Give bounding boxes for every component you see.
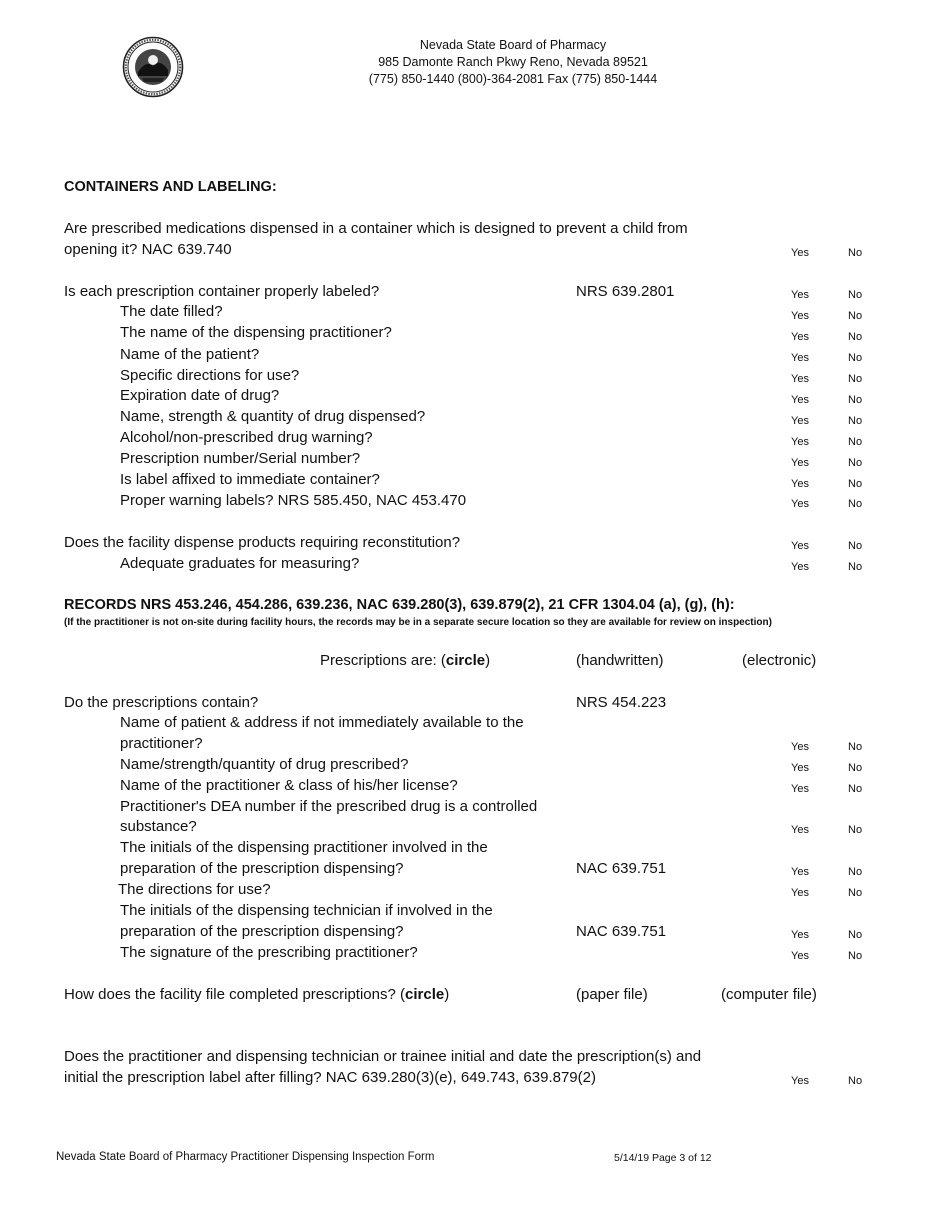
question-reconstitution: Does the facility dispense products requiring reconstitution? [64,534,461,551]
yes-option[interactable]: Yes [791,783,809,795]
reference-nrs-454-223: NRS 454.223 [576,694,667,711]
question-filing-method: How does the facility file completed prescriptions? (circle) [64,986,450,1003]
label-item-alcohol-warning: Alcohol/non-prescribed drug warning? [120,429,373,446]
item-drug-strength: Name/strength/quantity of drug prescribed? [120,756,409,773]
no-option[interactable]: No [848,373,863,385]
item-prescriber-signature: The signature of the prescribing practitioner? [120,944,418,961]
item-dea-line2: substance? [120,818,197,835]
no-option[interactable]: No [848,436,863,448]
no-option[interactable]: No [848,498,863,510]
question-initial-date-line1: Does the practitioner and dispensing technician or trainee initial and date the prescription(s) and [64,1048,702,1065]
yes-option[interactable]: Yes [791,457,809,469]
no-option[interactable]: No [848,561,863,573]
option-paper-file[interactable]: (paper file) [576,986,648,1003]
no-option[interactable]: No [848,866,863,878]
no-option[interactable]: No [848,783,863,795]
no-option[interactable]: No [848,824,863,836]
question-child-resistant-line2: opening it? NAC 639.740 [64,241,232,258]
yes-option[interactable]: Yes [791,247,809,259]
state-seal-logo [122,36,184,98]
question-prescriptions-contain: Do the prescriptions contain? [64,694,259,711]
no-option[interactable]: No [848,741,863,753]
no-option[interactable]: No [848,289,863,301]
item-dea-line1: Practitioner's DEA number if the prescribed drug is a controlled [120,798,538,815]
item-directions-for-use: The directions for use? [118,881,271,898]
no-option[interactable]: No [848,394,863,406]
no-option[interactable]: No [848,310,863,322]
no-option[interactable]: No [848,352,863,364]
section-heading-records: RECORDS NRS 453.246, 454.286, 639.236, NAC 639.280(3), 639.879(2), 21 CFR 1304.04 (a), (g), (h): [64,597,735,613]
label-item-patient-name: Name of the patient? [120,346,260,363]
yes-option[interactable]: Yes [791,1075,809,1087]
no-option[interactable]: No [848,950,863,962]
item-practitioner-initials-line1: The initials of the dispensing practitioner involved in the [120,839,488,856]
yes-option[interactable]: Yes [791,352,809,364]
reference-nac-639-751: NAC 639.751 [576,923,667,940]
yes-option[interactable]: Yes [791,950,809,962]
yes-option[interactable]: Yes [791,373,809,385]
question-initial-date-line2: initial the prescription label after filling? NAC 639.280(3)(e), 649.743, 639.879(2) [64,1069,596,1086]
label-item-affixed: Is label affixed to immediate container? [120,471,380,488]
yes-option[interactable]: Yes [791,498,809,510]
records-note: (If the practitioner is not on-site during facility hours, the records may be in a separate secure location so they are available for review on inspection) [64,617,772,628]
item-practitioner-initials-line2: preparation of the prescription dispensing? [120,860,404,877]
item-practitioner-license: Name of the practitioner & class of his/her license? [120,777,458,794]
yes-option[interactable]: Yes [791,762,809,774]
no-option[interactable]: No [848,1075,863,1087]
label-item-expiration: Expiration date of drug? [120,387,280,404]
yes-option[interactable]: Yes [791,824,809,836]
org-name: Nevada State Board of Pharmacy [419,38,607,52]
yes-option[interactable]: Yes [791,310,809,322]
option-computer-file[interactable]: (computer file) [721,986,817,1003]
item-patient-address-line1: Name of patient & address if not immediately available to the [120,714,524,731]
prescriptions-are-label: Prescriptions are: (circle) [320,652,491,669]
option-electronic[interactable]: (electronic) [742,652,817,669]
yes-option[interactable]: Yes [791,866,809,878]
no-option[interactable]: No [848,887,863,899]
no-option[interactable]: No [848,457,863,469]
question-graduates: Adequate graduates for measuring? [120,555,360,572]
yes-option[interactable]: Yes [791,478,809,490]
no-option[interactable]: No [848,540,863,552]
yes-option[interactable]: Yes [791,540,809,552]
no-option[interactable]: No [848,478,863,490]
no-option[interactable]: No [848,415,863,427]
footer-page-info: 5/14/19 Page 3 of 12 [614,1152,712,1164]
item-patient-address-line2: practitioner? [120,735,203,752]
reference-nac-639-751: NAC 639.751 [576,860,667,877]
yes-option[interactable]: Yes [791,289,809,301]
label-item-strength-quantity: Name, strength & quantity of drug dispensed? [120,408,426,425]
question-properly-labeled: Is each prescription container properly labeled? [64,283,380,300]
yes-option[interactable]: Yes [791,741,809,753]
reference-nrs-639-2801: NRS 639.2801 [576,283,675,300]
question-child-resistant-line1: Are prescribed medications dispensed in a container which is designed to prevent a child from [64,220,688,237]
footer-form-name: Nevada State Board of Pharmacy Practitioner Dispensing Inspection Form [56,1151,435,1163]
label-item-warning-labels: Proper warning labels? NRS 585.450, NAC 453.470 [120,492,467,509]
item-technician-initials-line1: The initials of the dispensing technician if involved in the [120,902,493,919]
yes-option[interactable]: Yes [791,331,809,343]
yes-option[interactable]: Yes [791,415,809,427]
item-technician-initials-line2: preparation of the prescription dispensing? [120,923,404,940]
yes-option[interactable]: Yes [791,887,809,899]
yes-option[interactable]: Yes [791,436,809,448]
no-option[interactable]: No [848,929,863,941]
option-handwritten[interactable]: (handwritten) [576,652,664,669]
section-heading-containers: CONTAINERS AND LABELING: [64,179,277,195]
org-phone: (775) 850-1440 (800)-364-2081 Fax (775) 850-1444 [368,72,658,86]
yes-option[interactable]: Yes [791,394,809,406]
yes-option[interactable]: Yes [791,929,809,941]
no-option[interactable]: No [848,247,863,259]
org-address: 985 Damonte Ranch Pkwy Reno, Nevada 89521 [378,55,648,69]
yes-option[interactable]: Yes [791,561,809,573]
label-item-date-filled: The date filled? [120,303,223,320]
label-item-directions: Specific directions for use? [120,367,300,384]
no-option[interactable]: No [848,762,863,774]
label-item-rx-number: Prescription number/Serial number? [120,450,361,467]
no-option[interactable]: No [848,331,863,343]
label-item-practitioner-name: The name of the dispensing practitioner? [120,324,392,341]
